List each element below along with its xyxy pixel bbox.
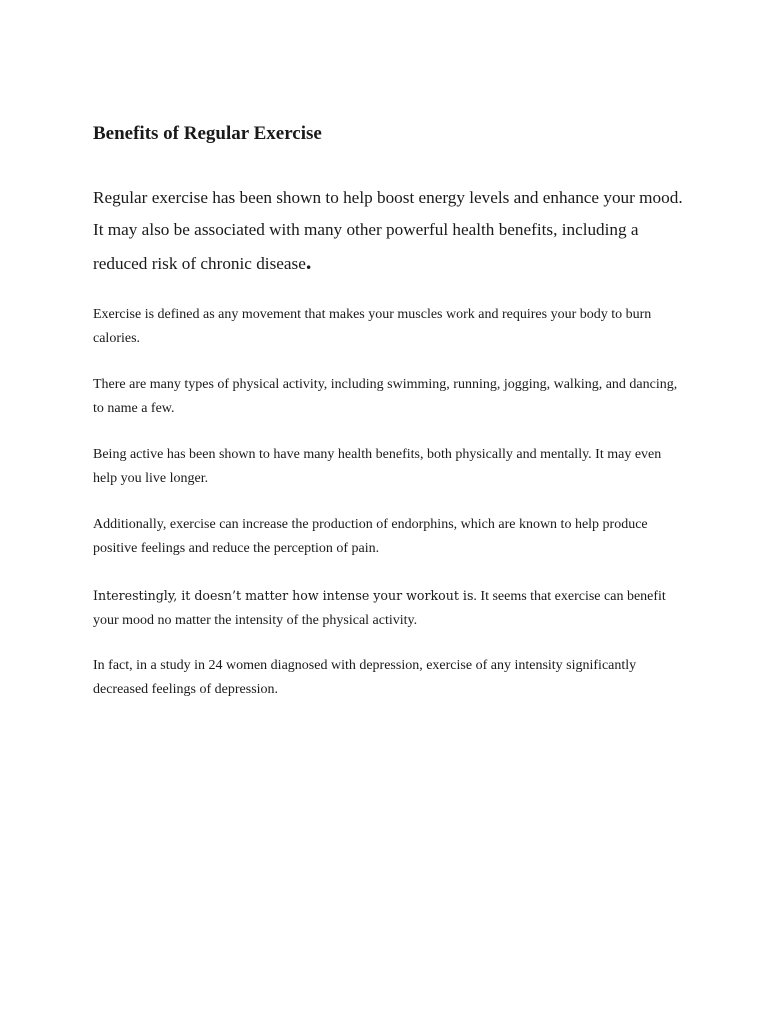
paragraph-health-benefits: Being active has been shown to have many health benefits, both physically and mentally. It may even help you live longer. [93, 447, 662, 486]
intro-text: Regular exercise has been shown to help boost energy levels and enhance your mood. It may also be associated with many other powerful health benefits, including a reduced risk of chronic disease [93, 188, 683, 273]
paragraph-intensity-text: . It seems that exercise can benefit your mood no matter the intensity of the physical activity. [93, 589, 666, 628]
paragraph-depression-study: In fact, in a study in 24 women diagnosed with depression, exercise of any intensity significantly decreased feelings of depression. [93, 658, 637, 697]
paragraph-intensity [93, 584, 683, 633]
intro-paragraph [93, 182, 683, 280]
document-title: Benefits of Regular Exercise [93, 123, 322, 144]
paragraph-endorphins: Additionally, exercise can increase the production of endorphins, which are known to help produce positive feelings and reduce the perception of pain. [93, 517, 648, 556]
intro-end-mark: . [305, 249, 312, 274]
paragraph-activity-types: There are many types of physical activity, including swimming, running, jogging, walking, and dancing, to name a few. [93, 377, 678, 416]
paragraph-definition: Exercise is defined as any movement that makes your muscles work and requires your body to burn calories. [93, 307, 652, 346]
paragraph-intensity-lead: Interestingly, it doesn’t matter how intense your workout is [93, 588, 474, 603]
